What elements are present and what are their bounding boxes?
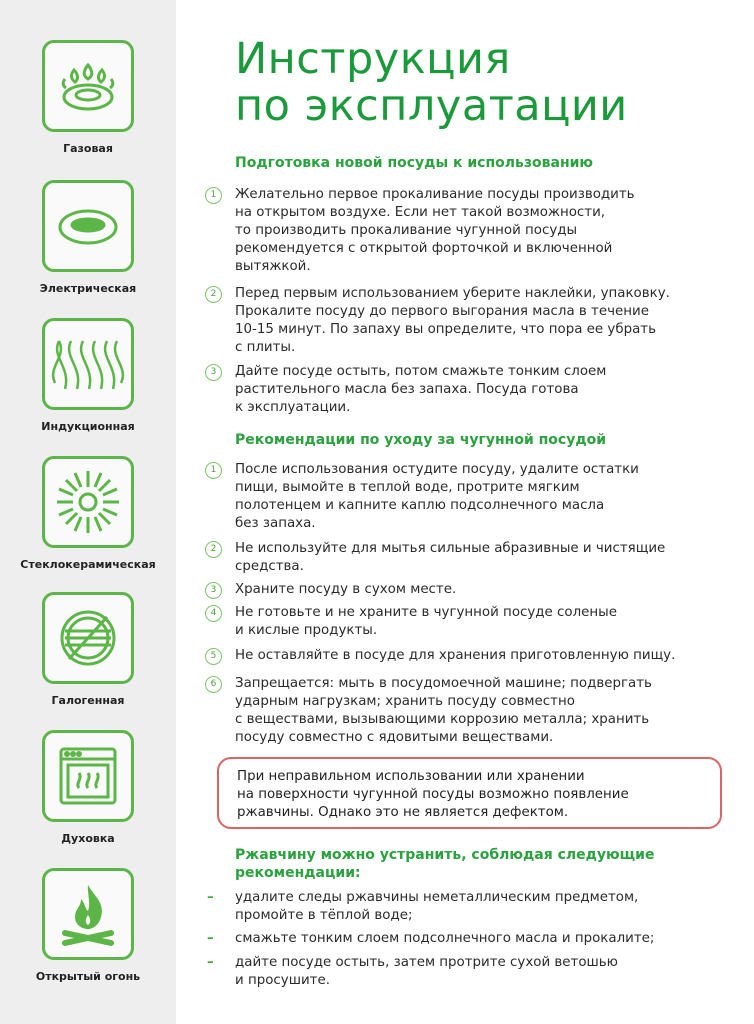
step-number: 1 — [205, 187, 222, 204]
list-item: 6 Запрещается: мыть в посудомоечной машине; подвергать ударным нагрузкам; хранить посуду совместно с веществами, вызывающими коррозию металла; хранить посуду совместно с ядовитыми веществами. — [235, 675, 725, 747]
stove-induction — [0, 318, 176, 433]
section-heading-preparation: Подготовка новой посуды к использованию — [235, 155, 594, 171]
stove-gas — [0, 40, 176, 155]
gas-burner-icon — [42, 40, 134, 132]
electric-hob-icon — [42, 180, 134, 272]
dash-bullet: – — [207, 890, 214, 905]
list-item: 2 Перед первым использованием уберите наклейки, упаковку. Прокалите посуду до первого выгорания масла в течение 10-15 минут. По запаху вы определите, что пора ее убрать с плиты. — [235, 285, 725, 357]
list-item: 5 Не оставляйте в посуде для хранения приготовленную пищу. — [235, 647, 725, 665]
stove-label: Открытый огонь — [35, 970, 141, 983]
step-number: 3 — [205, 582, 222, 599]
step-number: 2 — [205, 541, 222, 558]
oven-icon — [42, 730, 134, 822]
induction-coil-icon — [42, 318, 134, 410]
stove-label: Электрическая — [39, 282, 137, 295]
section-heading-rust: Ржавчину можно устранить, соблюдая следующие рекомендации: — [235, 847, 655, 881]
dash-bullet: – — [207, 955, 214, 970]
step-number: 6 — [205, 676, 222, 693]
campfire-icon — [42, 868, 134, 960]
list-item: 2 Не используйте для мытья сильные абразивные и чистящие средства. — [235, 540, 725, 576]
dash-bullet: – — [207, 931, 214, 946]
step-number: 3 — [205, 364, 222, 381]
list-item: 1 Желательно первое прокаливание посуды производить на открытом воздухе. Если нет такой возможности, то производить прокаливание чугунной посуды рекомендуется с открытой форточкой и включенной вытяжкой. — [235, 186, 725, 276]
list-item: – удалите следы ржавчины неметаллическим предметом, промойте в тёплой воде; — [207, 890, 639, 923]
step-number: 1 — [205, 462, 222, 479]
stove-label: Галогенная — [51, 694, 125, 707]
list-item: 3 Дайте посуде остыть, потом смажьте тонким слоем растительного масла без запаха. Посуда готова к эксплуатации. — [235, 363, 725, 417]
stove-label: Стеклокерамическая — [20, 558, 156, 571]
stove-oven — [0, 730, 176, 845]
stove-halogen — [0, 592, 176, 707]
step-number: 2 — [205, 286, 222, 303]
list-item: – дайте посуде остыть, затем протрите сухой ветошью и просушите. — [207, 955, 618, 988]
list-item: 1 После использования остудите посуду, удалите остатки пищи, вымойте в теплой воде, протрите мягким полотенцем и капните каплю подсолнечного масла без запаха. — [235, 461, 725, 533]
stove-glass-ceramic — [0, 456, 176, 571]
stove-sidebar — [0, 0, 176, 1024]
stove-label: Духовка — [61, 832, 115, 845]
list-item: 3 Храните посуду в сухом месте. — [235, 581, 725, 599]
section-heading-care: Рекомендации по уходу за чугунной посудой — [235, 432, 607, 448]
step-number: 4 — [205, 605, 222, 622]
list-item: 4 Не готовьте и не храните в чугунной посуде соленые и кислые продукты. — [235, 604, 725, 640]
page-title: Инструкция по эксплуатации — [235, 34, 628, 131]
stove-label: Газовая — [63, 142, 113, 155]
stove-label: Индукционная — [41, 420, 135, 433]
list-item: – смажьте тонким слоем подсолнечного масла и прокалите; — [207, 931, 655, 946]
rust-warning-box: При неправильном использовании или хранении на поверхности чугунной посуды возможно появление ржавчины. Однако это не является дефектом. — [217, 757, 722, 829]
halogen-icon — [42, 592, 134, 684]
glass-ceramic-icon — [42, 456, 134, 548]
stove-electric — [0, 180, 176, 295]
step-number: 5 — [205, 648, 222, 665]
stove-campfire — [0, 868, 176, 983]
